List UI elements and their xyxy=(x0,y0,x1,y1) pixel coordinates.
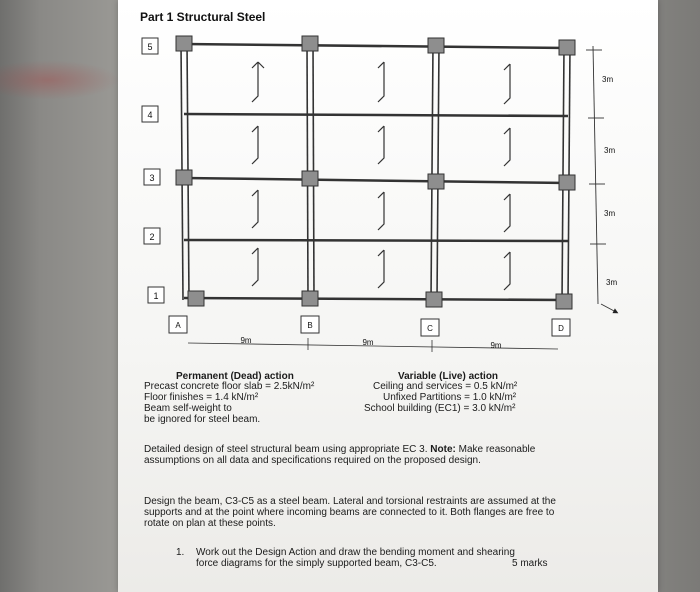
row-label-3: 3 xyxy=(149,173,155,183)
row-spacing-5-4: 3m xyxy=(602,75,614,84)
bay-width-bc: 9m xyxy=(362,338,374,347)
permanent-line-finishes: Floor finishes = 1.4 kN/m² xyxy=(144,392,259,403)
paragraph-design-rest: Make reasonable assumptions on all data and specifications required on the proposed design. xyxy=(144,444,536,466)
page-title: Part 1 Structural Steel xyxy=(140,10,266,24)
permanent-line-ignored: be ignored for steel beam. xyxy=(144,414,261,425)
column-label-d: D xyxy=(558,324,564,333)
row-label-2: 2 xyxy=(149,232,155,242)
variable-action-heading: Variable (Live) action xyxy=(398,371,499,382)
column-label-c: C xyxy=(427,324,433,333)
column-label-b: B xyxy=(307,321,313,330)
row-spacing-3-2: 3m xyxy=(604,209,616,218)
variable-line-school: School building (EC1) = 3.0 kN/m² xyxy=(364,403,516,414)
paragraph-beam-restraints: Design the beam, C3-C5 as a steel beam. Lateral and torsional restraints are assumed at the supports and at the point where incoming beams are connected to it. Both flanges are free to rotate on plan at these points. xyxy=(144,496,556,529)
paragraph-note-label: Note: xyxy=(430,444,456,455)
permanent-line-slab: Precast concrete floor slab = 2.5kN/m² xyxy=(144,381,315,392)
paragraph-design-scope xyxy=(144,444,574,466)
span-direction-arrows xyxy=(252,62,510,290)
bay-width-cd: 9m xyxy=(490,341,502,350)
row-label-4: 4 xyxy=(147,110,153,120)
steel-columns xyxy=(176,36,575,309)
column-label-a: A xyxy=(175,321,181,330)
column-label-boxes xyxy=(169,316,570,336)
permanent-action-heading: Permanent (Dead) action xyxy=(176,371,294,382)
paragraph-design-lead: Detailed design of steel structural beam using appropriate EC 3. xyxy=(144,444,428,455)
row-label-boxes xyxy=(142,38,164,303)
question-line-1: Work out the Design Action and draw the bending moment and shearing xyxy=(196,547,515,558)
question-marks: 5 marks xyxy=(512,558,548,569)
row-spacing-4-3: 3m xyxy=(604,146,616,155)
variable-line-partitions: Unfixed Partitions = 1.0 kN/m² xyxy=(383,392,517,403)
vertical-beams xyxy=(181,42,570,302)
question-number: 1. xyxy=(176,547,185,558)
variable-line-ceiling: Ceiling and services = 0.5 kN/m² xyxy=(373,381,518,392)
row-spacing-2-1: 3m xyxy=(606,278,618,287)
background-smudge xyxy=(0,60,120,100)
floor-plan-diagram xyxy=(118,0,658,360)
bay-width-ab: 9m xyxy=(240,336,252,345)
row-label-1: 1 xyxy=(153,291,159,301)
permanent-line-selfweight: Beam self-weight to xyxy=(144,403,232,414)
row-label-5: 5 xyxy=(147,42,153,52)
question-line-2: force diagrams for the simply supported beam, C3-C5. xyxy=(196,558,437,569)
row-dimension-line xyxy=(586,46,616,312)
